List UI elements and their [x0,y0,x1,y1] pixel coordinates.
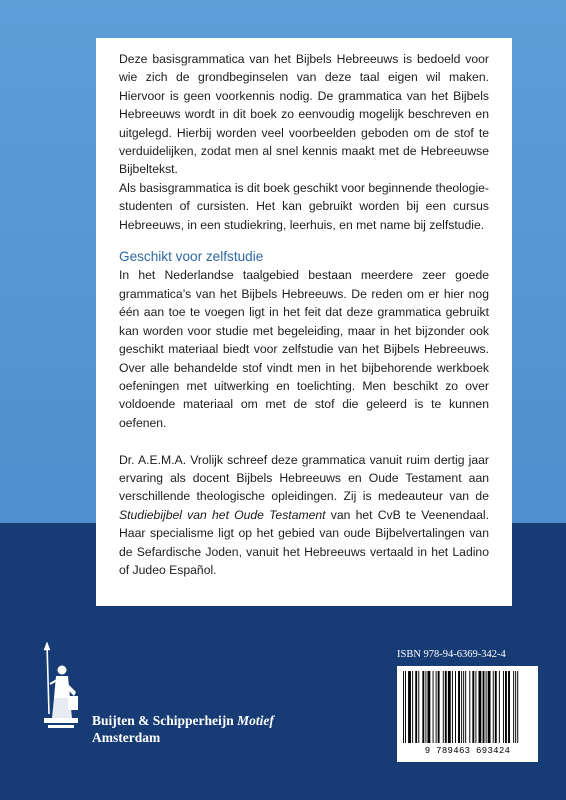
barcode-bar [472,671,474,743]
barcode-bar [517,671,518,743]
barcode-bar [443,671,444,743]
barcode-bar [508,671,510,743]
barcode-icon [403,671,532,743]
barcode-bar [465,671,466,743]
barcode-bar [433,671,434,743]
barcode-bar [488,671,491,743]
barcode-bar [425,671,426,743]
barcode-bar [458,671,460,743]
barcode-bar [493,671,494,743]
barcode-bar [427,671,430,743]
barcode-bar [513,671,514,743]
barcode-bar [448,671,451,743]
author-paragraph [119,451,489,580]
barcode-bar [461,671,462,743]
barcode-bar [469,671,470,743]
barcode-bar [475,671,476,743]
barcode-bar [422,671,424,743]
author-text-2: van het CvB te Veenendaal. Haar specialisme ligt op het gebied van oude Bijbelvertalingen van de Sefardische Joden, vanuit het Hebreeuws vertaald in het Ladino of Judeo Español. [119,507,489,577]
barcode-bar [486,671,487,743]
barcode-bar [505,671,507,743]
publisher-logo-icon [38,640,82,752]
publisher-imprint: Motief [237,713,274,728]
barcode-bar [478,671,481,743]
section-paragraph: In het Nederlandse taalgebied bestaan meerdere zeer goede grammatica’s van het Bijbels Hebreeuws. De reden om er hier nog één aan toe te voegen ligt in het feit dat deze grammatica gebruikt kan worden voor studie met begeleiding, maar in het bijzonder ook geschikt materiaal biedt voor zelfstudie van het Bijbels Hebreeuws. Over alle behandelde stof vindt men in het bijbehorende werkboek oefeningen met uitwerking en toelichting. Men beschikt zo over voldoende materiaal om met de stof die geleerd is te kunnen oefenen. [119,268,489,430]
publisher-name-line [92,712,274,729]
barcode-bar [452,671,453,743]
barcode-bar [405,671,406,743]
barcode-bar [445,671,447,743]
author-text-1: Dr. A.E.M.A. Vrolijk schreef deze grammatica vanuit ruim dertig jaar ervaring als docent Bijbels Hebreeuws en Oude Testament aan verschillende theologische opleidingen. Zij is medeauteur van de [119,452,489,504]
barcode-bar [438,671,440,743]
barcode-digits: 9 789463 693424 [424,746,511,756]
barcode-bar [455,671,456,743]
isbn-label: ISBN 978-94-6369-342-4 [397,649,506,660]
barcode-bar [408,671,411,743]
barcode-bar [483,671,485,743]
intro-paragraph-2: Als basisgrammatica is dit boek geschikt voor beginnende theologie-studenten of cursisten. Het kan gebruikt worden bij een cursus Hebreeuws, in een studiekring, leerhuis, en met name bij zelfstudie. [119,180,489,232]
barcode-bar [403,671,404,743]
publisher-name: Buijten & Schipperheijn [92,713,234,728]
barcode-bar [436,671,437,743]
back-cover-text [119,50,489,579]
barcode-bar [412,671,413,743]
barcode-bar [503,671,504,743]
section-heading: Geschikt voor zelfstudie [119,249,264,265]
barcode-bar [495,671,497,743]
barcode-bar [499,671,500,743]
publisher-block [92,712,274,746]
barcode-bar [515,671,516,743]
intro-paragraph-1: Deze basisgrammatica van het Bijbels Hebreeuws is bedoeld voor wie zich de grondbeginselen van deze taal eigen wil maken. Hiervoor is geen voorkennis nodig. De grammatica van het Bijbels Hebreeuws wordt in dit boek zo eenvoudig mogelijk beschreven en uitgelegd. Hierbij worden veel voorbeelden geboden om de stof te verduidelijken, zodat men al snel kennis maakt met de Hebreeuwse Bijbeltekst. [119,52,489,177]
author-book-title: Studiebijbel van het Oude Testament [119,507,326,522]
barcode-bar [415,671,417,743]
barcode-bar [463,671,464,743]
barcode-bar [418,671,419,743]
publisher-city: Amsterdam [92,730,161,745]
barcode-box [397,649,538,762]
